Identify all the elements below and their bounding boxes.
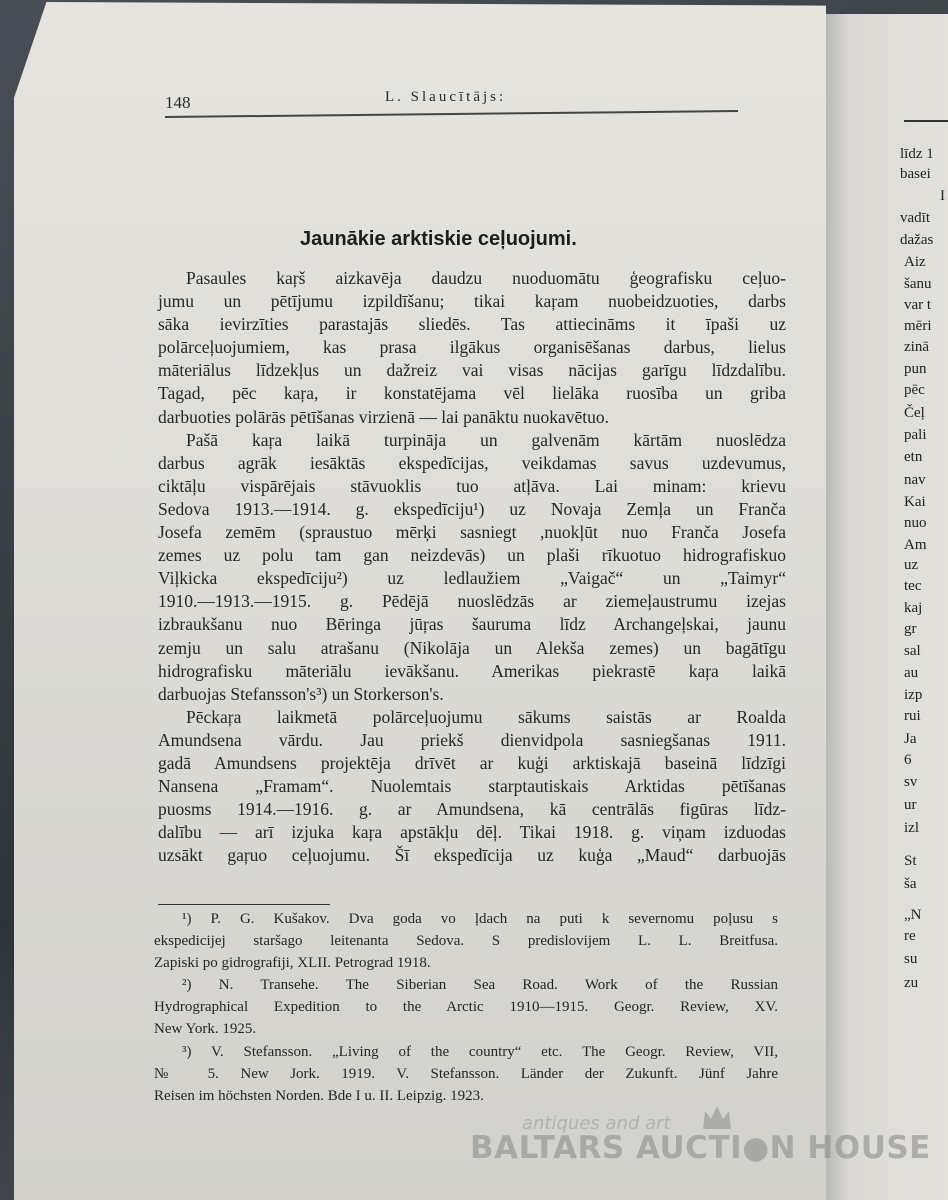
body-line: zemju un salu atrašanu (Nikolāja un Alekša zemes) un bagātīgu: [158, 637, 786, 658]
footnote-line: ³) V. Stefansson. „Living of the country“ etc. The Geogr. Review, VII,: [182, 1043, 778, 1060]
right-page-line: izl: [904, 820, 919, 836]
right-page-line: pali: [904, 427, 927, 443]
footnote-line: ekspedicijej staršago leitenanta Sedova. S predislovijem L. L. Breitfusa.: [154, 933, 778, 950]
footnote-line: ¹) P. G. Kušakov. Dva goda vo ļdach na puti k severnomu poļusu s: [182, 911, 778, 927]
body-line: gadā Amundsens projektēja drīvēt ar kuģi arktiskajā baseinā līdzīgi: [158, 752, 786, 773]
crown-icon: [700, 1103, 734, 1133]
watermark-tagline: antiques and art: [522, 1113, 671, 1134]
body-line: hidrografisku māteriālu ievākšanu. Amerikas piekrastē kaŗa laikā: [158, 660, 786, 681]
body-line: darbuoties polārās pētīšanas virzienā — lai panāktu nuokavētuo.: [158, 406, 609, 427]
body-line: darbus agrāk iesāktās ekspedīcijas, veikdamas savus uzdevumus,: [158, 452, 786, 473]
right-page-line: basei: [900, 166, 931, 182]
body-line: polārceļuojumiem, kas prasa ilgākus organisēšanas darbus, lielus: [158, 337, 786, 358]
body-line: 1910.—1913.—1915. g. Pēdējā nuoslēdzās ar ziemeļaustrumu izejas: [158, 591, 786, 612]
footnote-rule: [158, 904, 330, 905]
right-page-line: St: [904, 853, 917, 869]
footnote-line: Reisen im höchsten Norden. Bde I u. II. Leipzig. 1923.: [154, 1087, 484, 1104]
footnote-line: ²) N. Transehe. The Siberian Sea Road. Work of the Russian: [182, 977, 778, 994]
body-line: Josefa zemēm (sprauѕtuo mērķi sasniegt ,nuokļūt nuo Franča Josefa: [158, 522, 786, 543]
right-page-line: re: [904, 928, 916, 944]
right-page-line: līdz 1: [900, 146, 934, 162]
body-line: ciktāļu vispārējais stāvuoklis tuo atļāva. Lai minam: krievu: [158, 475, 786, 496]
running-header-author: L. Slaucītājs:: [385, 89, 507, 105]
body-line: Nansena „Framam“. Nuolemtais starptautiskais Arktidas pētīšanas: [158, 776, 786, 797]
right-page-line: šanu: [904, 276, 932, 292]
body-line: Sedova 1913.—1914. g. ekspedīciju¹) uz Novaja Zemļa un Franča: [158, 498, 786, 519]
right-page-line: Aiz: [904, 254, 926, 270]
right-page-line: pēc: [904, 382, 925, 398]
body-line: darbuojas Stefansson's³) un Storkerson's.: [158, 683, 444, 704]
body-line: Tagad, pēc kaŗa, ir konstatējama vēl lielāka ruosība un griba: [158, 383, 786, 404]
footnote-line: Zapiski po gidrografiji, XLII. Petrograd 1918.: [154, 955, 431, 972]
right-page-line: var t: [904, 297, 932, 313]
footnote-line: № 5. New Jork. 1919. V. Stefansson. Länder der Zukunft. Jünf Jahre: [154, 1065, 778, 1082]
footnote-line: New York. 1925.: [154, 1021, 257, 1038]
right-page-line: au: [904, 665, 919, 681]
right-page-line: 6: [904, 752, 912, 768]
page-number: 148: [165, 93, 191, 112]
right-page-line: su: [904, 951, 918, 967]
body-line: Pēckaŗa laikmetā polārceļuojumu sākums saistās ar Roalda: [186, 706, 786, 727]
right-page-line: tec: [904, 578, 922, 594]
body-line: Viļkicka ekspedīciju²) uz ledlaužiem „Vaigač“ un „Taimyr“: [158, 568, 786, 589]
right-page-line: ša: [904, 876, 917, 892]
right-page: [826, 14, 948, 1200]
right-page-line: etn: [904, 449, 923, 465]
right-page-line: nuo: [904, 515, 927, 531]
body-line: māteriālus līdzekļus un dažreiz vai visas nācijas garīgu līdzdalību.: [158, 360, 786, 381]
body-line: sāka ievirzīties parastajās sliedēs. Tas attiecināms it īpaši uz: [158, 314, 786, 335]
right-page-line: ur: [904, 797, 917, 813]
body-line: Amundsena vārdu. Jau priekš dienvidpola sasniegšanas 1911.: [158, 729, 786, 750]
right-page-line: sal: [904, 643, 921, 659]
right-page-line: I: [940, 188, 945, 204]
right-page-line: dažas: [900, 232, 934, 248]
right-page-line: Čeļ: [904, 405, 925, 421]
right-page-line: vadīt: [900, 210, 930, 226]
footnotes: [154, 908, 778, 1107]
right-page-line: „N: [904, 907, 922, 923]
right-page-line: nav: [904, 472, 926, 488]
right-page-line: Ja: [904, 731, 917, 747]
body-line: uzsākt gaŗuo ceļuojumu. Šī ekspedīcija uz kuģa „Maud“ darbuojās: [158, 845, 786, 866]
body-line: jumu un pētījumu izpildīšanu; tikai kaŗam nuobeidzuoties, darbs: [158, 291, 786, 312]
body-line: zemes uz polu tam gan neizdevās) un plaši rīkuotuo hidrografiskuo: [158, 545, 786, 566]
right-page-line: mēri: [904, 318, 932, 334]
right-page-line: uz: [904, 557, 919, 573]
article-title: Jaunākie arktiskie ceļuojumi.: [300, 228, 577, 250]
body-line: izbraukšanu nuo Bēringa jūŗas šauruma līdz Archangeļskai, jaunu: [158, 614, 786, 635]
right-page-header-rule: [904, 120, 948, 122]
right-page-line: zu: [904, 975, 919, 991]
right-page-line: Am: [904, 537, 927, 553]
body-line: Pašā kaŗa laikā turpināja un galvenām kārtām nuoslēdza: [186, 429, 786, 450]
right-page-line: kaj: [904, 600, 923, 616]
footnote-line: Hydrographical Expedition to the Arctic 1910—1915. Geogr. Review, XV.: [154, 999, 778, 1016]
right-page-line: zinā: [904, 339, 929, 355]
right-page-line: sv: [904, 774, 918, 790]
body-line: Pasaules kaŗš aizkavēja daudzu nuoduomātu ģeografisku ceļuo-: [186, 268, 786, 288]
body-line: puosms 1914.—1916. g. ar Amundsena, kā centrālās figūras līdz-: [158, 799, 786, 820]
right-page-line: Kai: [904, 494, 926, 510]
right-page-line: izp: [904, 687, 923, 703]
body-line: dalību — arī izjuka kaŗa apstākļu dēļ. Tikai 1918. g. viņam izduodas: [158, 822, 786, 843]
watermark-brand: BALTARS AUCTI●N HOUSE: [470, 1130, 931, 1166]
right-page-line: gr: [904, 621, 917, 637]
right-page-line: pun: [904, 361, 927, 377]
right-page-line: rui: [904, 708, 921, 724]
article-body: [158, 267, 786, 867]
